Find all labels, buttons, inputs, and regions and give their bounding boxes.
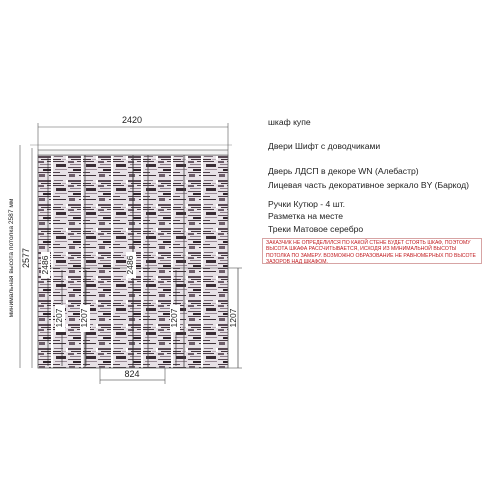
door-height-right-label: 2486	[125, 255, 135, 275]
section-height-2-label: 1207	[79, 308, 89, 328]
cabinet-height-label: 2577	[21, 247, 31, 269]
note-doors-system: Двери Шифт с доводчиками	[268, 141, 381, 151]
wardrobe-top-frame	[38, 150, 228, 155]
note-marking: Разметка на месте	[268, 211, 344, 221]
note-door-material: Дверь ЛДСП в декоре WN (Алебастр)	[268, 166, 419, 176]
note-handles: Ручки Кутюр - 4 шт.	[268, 199, 345, 209]
warning-box: ЗАКАЗЧИК НЕ ОПРЕДЕЛИЛСЯ ПО КАКОЙ СТЕНЕ БУДЕТ СТОЯТЬ ШКАФ, ПОЭТОМУ ВЫСОТА ШКАФА РАССЧИТЫВАЕТСЯ, ИСХОДЯ ИЗ МИНИМАЛЬНОЙ ВЫСОТЫ ПОТОЛКА ПО ЗАМЕРУ. ВОЗМОЖНО ОБРАЗОВАНИЕ НЕ РАВНОМЕРНЫХ ПО ВЫСОТЕ ЗАЗОРОВ НАД ШКАФОМ.	[262, 238, 482, 264]
ceiling-height-label: минимальная высота потолка 2587 мм	[8, 198, 15, 318]
note-title: шкаф купе	[268, 117, 311, 127]
bottom-width-label: 824	[124, 369, 140, 379]
section-height-4-label: 1207	[228, 308, 238, 328]
width-dimension-label: 2420	[121, 115, 143, 125]
section-height-1-label: 1207	[54, 308, 64, 328]
note-tracks: Треки Матовое серебро	[268, 224, 364, 234]
note-facade: Лицевая часть декоративное зеркало BY (Баркод)	[268, 180, 469, 190]
section-height-3-label: 1207	[169, 308, 179, 328]
door-height-left-label: 2486	[40, 255, 50, 275]
